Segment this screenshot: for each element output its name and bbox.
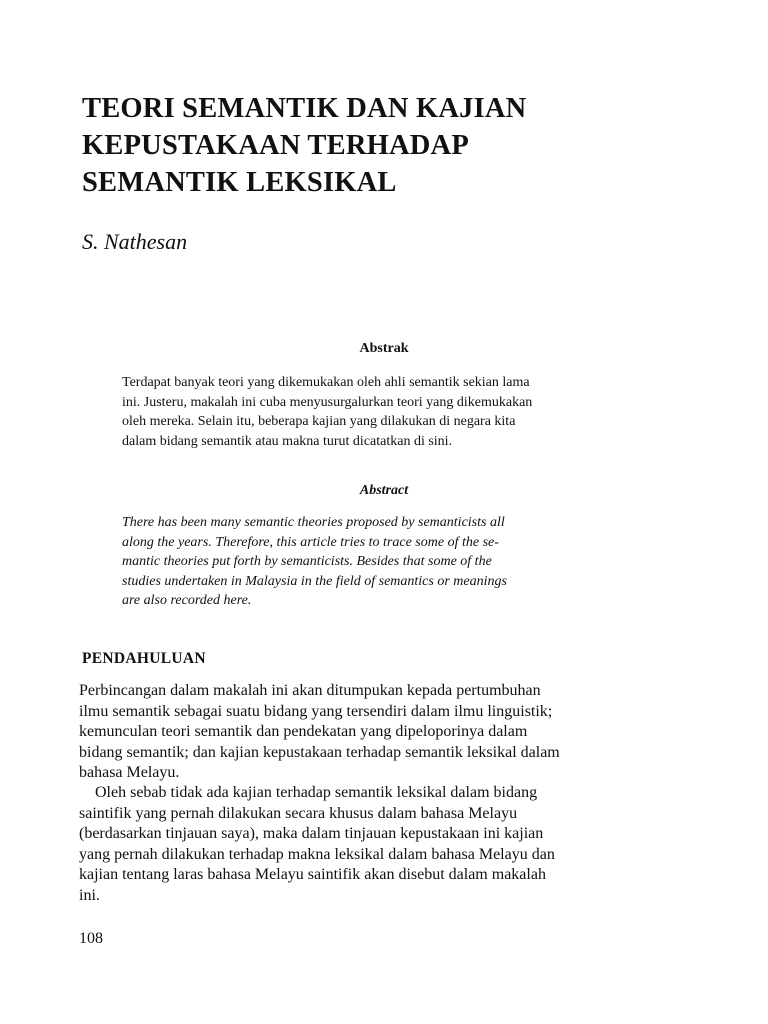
abstract-line: studies undertaken in Malaysia in the field of semantics or meanings [122, 573, 507, 589]
abstrak-heading: Abstrak [359, 341, 409, 356]
article-title [82, 90, 682, 201]
title-line: KEPUSTAKAAN TERHADAP [82, 130, 469, 161]
abstract-line: are also recorded here. [122, 593, 252, 608]
page-number: 108 [79, 930, 103, 947]
paragraph-line: bidang semantik; dan kajian kepustakaan terhadap semantik leksikal dalam [79, 743, 560, 761]
abstrak-line: oleh mereka. Selain itu, beberapa kajian yang dilakukan di negara kita [122, 414, 516, 429]
paragraph-line: ini. [79, 886, 100, 904]
title-line: TEORI SEMANTIK DAN KAJIAN [82, 93, 527, 124]
abstract-body [122, 513, 642, 611]
paragraph-line: kemunculan teori semantik dan pendekatan yang dipeloporinya dalam [79, 723, 528, 740]
body-paragraph-1 [79, 681, 691, 784]
paragraph-line: ilmu semantik sebagai suatu bidang yang tersendiri dalam ilmu linguistik; [79, 702, 553, 720]
paragraph-line: kajian tentang laras bahasa Melayu saintifik akan disebut dalam makalah [79, 866, 546, 883]
paragraph-line: yang pernah dilakukan terhadap makna leksikal dalam bahasa Melayu dan [79, 845, 555, 863]
abstrak-line: dalam bidang semantik atau makna turut dicatatkan di sini. [122, 433, 453, 449]
body-paragraph-2 [79, 783, 691, 906]
paragraph-line: Oleh sebab tidak ada kajian terhadap semantik leksikal dalam bidang [95, 784, 538, 801]
abstract-line: There has been many semantic theories proposed by semanticists all [122, 515, 505, 530]
abstrak-line: ini. Justeru, makalah ini cuba menyusurgalurkan teori yang dikemukakan [122, 394, 533, 410]
abstract-line: mantic theories put forth by semanticists. Besides that some of the [122, 554, 492, 569]
author-name: S. Nathesan [82, 229, 188, 254]
abstract-line: along the years. Therefore, this article tries to trace some of the se- [122, 534, 499, 550]
paragraph-line: bahasa Melayu. [79, 764, 180, 781]
title-line: SEMANTIK LEKSIKAL [82, 167, 397, 198]
paragraph-line: Perbincangan dalam makalah ini akan ditumpukan kepada pertumbuhan [79, 682, 541, 699]
abstrak-line: Terdapat banyak teori yang dikemukakan oleh ahli semantik sekian lama [122, 375, 530, 390]
abstract-heading: Abstract [359, 483, 409, 498]
paragraph-line: saintifik yang pernah dilakukan secara khusus dalam bahasa Melayu [79, 804, 518, 822]
abstrak-body [122, 373, 642, 451]
paragraph-line: (berdasarkan tinjauan saya), maka dalam tinjauan kepustakaan ini kajian [79, 825, 544, 842]
section-heading: PENDAHULUAN [82, 650, 206, 667]
